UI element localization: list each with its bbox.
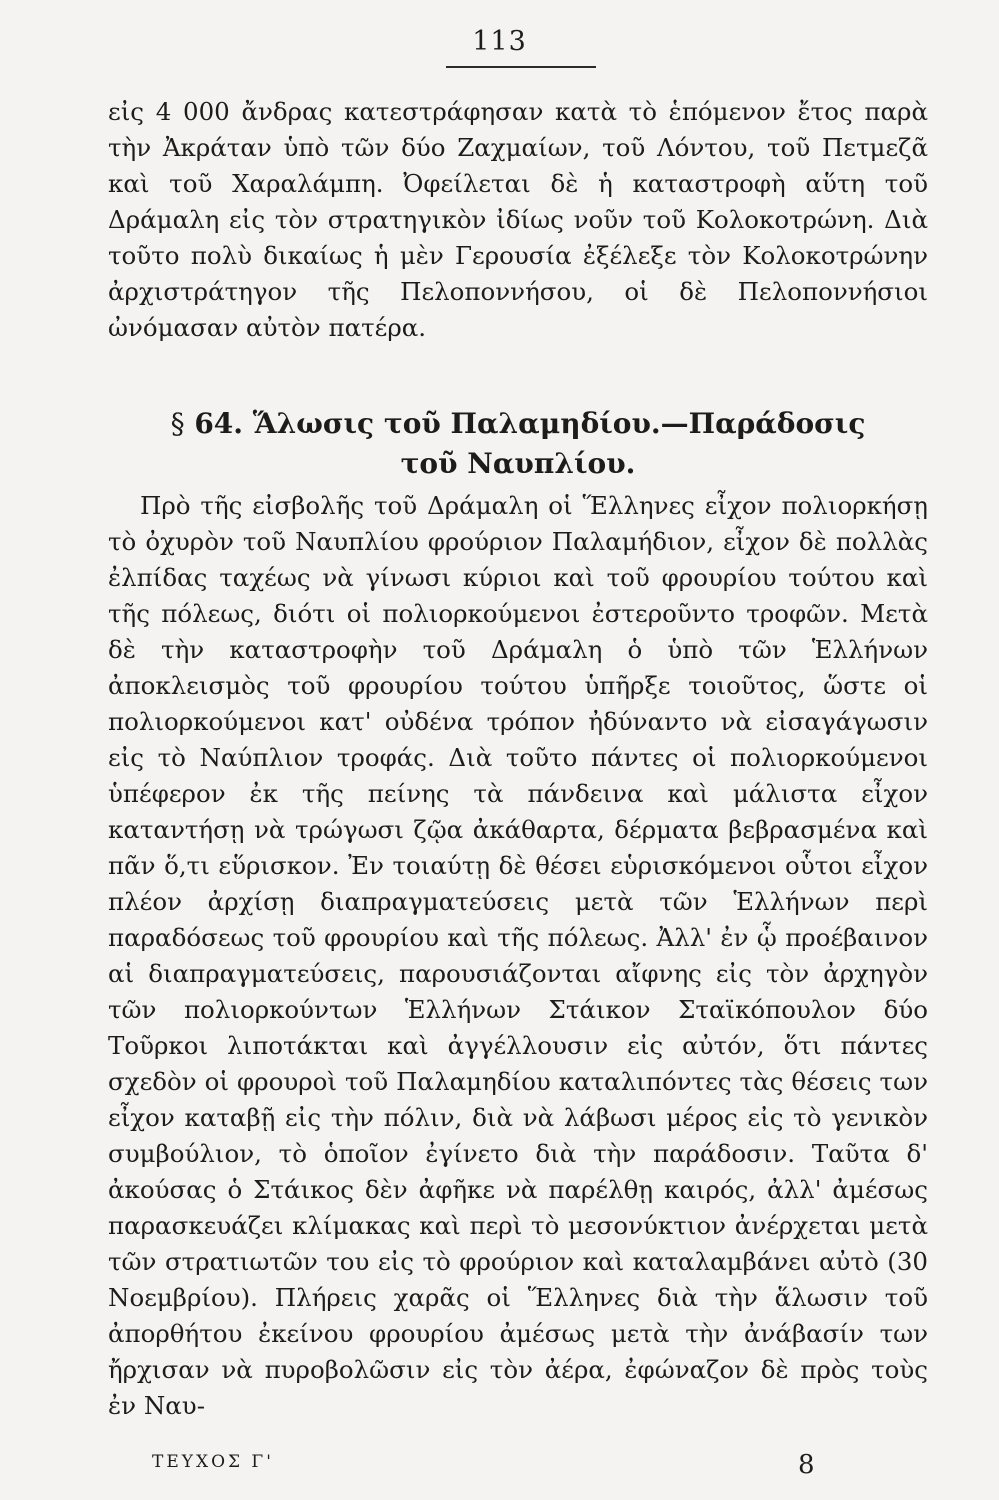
page-number-rule: [446, 66, 596, 68]
footer-signature-mark: ΤΕΥΧΟΣ Γ': [152, 1452, 274, 1472]
section-number: 64.: [194, 407, 244, 440]
section-symbol: §: [170, 407, 185, 440]
section-title-line-1: Ἅλωσις τοῦ Παλαμηδίου.—Παράδοσις: [252, 407, 866, 440]
section-heading: [108, 404, 928, 484]
footer-sheet-number: 8: [798, 1450, 815, 1480]
paragraph-2: Πρὸ τῆς εἰσβολῆς τοῦ Δράμαλη οἱ Ἕλληνες εἶχον πολιορκήσῃ τὸ ὀχυρὸν τοῦ Ναυπλίου φρούριον Παλαμήδιον, εἶχον δὲ πολλὰς ἐλπίδας ταχέως νὰ γίνωσι κύριοι καὶ τοῦ φρουρίου τούτου καὶ τῆς πόλεως, διότι οἱ πολιορκούμενοι ἐστεροῦντο τροφῶν. Μετὰ δὲ τὴν καταστροφὴν τοῦ Δράμαλη ὁ ὑπὸ τῶν Ἑλλήνων ἀποκλεισμὸς τοῦ φρουρίου τούτου ὑπῆρξε τοιοῦτος, ὥστε οἱ πολιορκούμενοι κατ' οὐδένα τρόπον ἠδύναντο νὰ εἰσαγάγωσιν εἰς τὸ Ναύπλιον τροφάς. Διὰ τοῦτο πάντες οἱ πολιορκούμενοι ὑπέφερον ἐκ τῆς πείνης τὰ πάνδεινα καὶ μάλιστα εἶχον καταντήσῃ νὰ τρώγωσι ζῷα ἀκάθαρτα, δέρματα βεβρασμένα καὶ πᾶν ὅ,τι εὕρισκον. Ἐν τοιαύτῃ δὲ θέσει εὑρισκόμενοι οὗτοι εἶχον πλέον ἀρχίσῃ διαπραγματεύσεις μετὰ τῶν Ἑλλήνων περὶ παραδόσεως τοῦ φρουρίου καὶ τῆς πόλεως. Ἀλλ' ἐν ᾧ προέβαινον αἱ διαπραγματεύσεις, παρουσιάζονται αἴφνης εἰς τὸν ἀρχηγὸν τῶν πολιορκούντων Ἑλλήνων Στάικον Σταϊκόπουλον δύο Τοῦρκοι λιποτάκται καὶ ἀγγέλλουσιν εἰς αὐτόν, ὅτι πάντες σχεδὸν οἱ φρουροὶ τοῦ Παλαμηδίου καταλιπόντες τὰς θέσεις των εἶχον καταβῇ εἰς τὴν πόλιν, διὰ νὰ λάβωσι μέρος εἰς τὸ γενικὸν συμβούλιον, τὸ ὁποῖον ἐγίνετο διὰ τὴν παράδοσιν. Ταῦτα δ' ἀκούσας ὁ Στάικος δὲν ἀφῆκε νὰ παρέλθῃ καιρός, ἀλλ' ἀμέσως παρασκευάζει κλίμακας καὶ περὶ τὸ μεσονύκτιον ἀνέρχεται μετὰ τῶν στρατιωτῶν του εἰς τὸ φρούριον καὶ καταλαμβάνει αὐτὸ (30 Νοεμβρίου). Πλήρεις χαρᾶς οἱ Ἕλληνες διὰ τὴν ἅλωσιν τοῦ ἀπορθήτου ἐκείνου φρουρίου ἀμέσως μετὰ τὴν ἀνάβασίν των ἤρχισαν νὰ πυροβολῶσιν εἰς τὸν ἀέρα, ἐφώναζον δὲ πρὸς τοὺς ἐν Ναυ-: [108, 491, 928, 1420]
page-number: 113: [472, 26, 527, 57]
section-title-line-2: τοῦ Ναυπλίου.: [400, 447, 636, 480]
paragraph-1: εἰς 4 000 ἄνδρας κατεστράφησαν κατὰ τὸ ἑπόμενον ἔτος παρὰ τὴν Ἀκράταν ὑπὸ τῶν δύο Ζαχμαίων, τοῦ Λόντου, τοῦ Πετμεζᾶ καὶ τοῦ Χαραλάμπη. Ὀφείλεται δὲ ἡ καταστροφὴ αὕτη τοῦ Δράμαλη εἰς τὸν στρατηγικὸν ἰδίως νοῦν τοῦ Κολοκοτρώνη. Διὰ τοῦτο πολὺ δικαίως ἡ μὲν Γερουσία ἐξέλεξε τὸν Κολοκοτρώνην ἀρχιστράτηγον τῆς Πελοποννήσου, οἱ δὲ Πελοποννήσιοι ὠνόμασαν αὐτὸν πατέρα.: [108, 97, 928, 342]
